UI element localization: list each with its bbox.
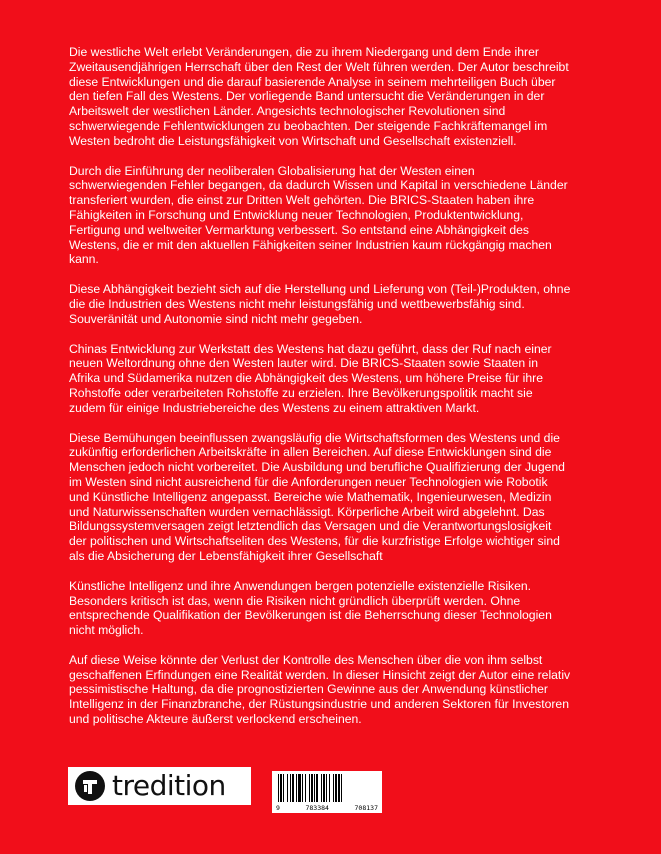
barcode-group-left: 783384 (305, 804, 329, 812)
isbn-barcode (272, 771, 382, 813)
barcode-digit-lead: 9 (276, 804, 280, 812)
barcode-bars (276, 774, 378, 802)
paragraph-7: Auf diese Weise könnte der Verlust der Kontrolle des Menschen über die von ihm selbst geschaffenen Erfindungen eine Realität werden. In dieser Hinsicht zeigt der Autor eine relativ pessimistische Haltung, da die prognostizierten Gewinne aus der Anwendung künstlicher Intelligenz in der Finanzbranche, der Rüstungsindustrie und anderen Sektoren für Investoren und politische Akteure äußerst verlockend erscheinen. (69, 652, 571, 727)
barcode-digits (272, 804, 382, 812)
publisher-name: tredition (112, 769, 226, 802)
paragraph-6: Künstliche Intelligenz und ihre Anwendungen bergen potenzielle existenzielle Risiken. Besonders kritisch ist das, wenn die Risiken nicht gründlich überprüft werden. Ohne entsprechende Qualifikation der Bevölkerungen ist die Beherrschung dieser Technologien nicht möglich. (69, 578, 552, 638)
publisher-logo (68, 767, 251, 805)
paragraph-3: Diese Abhängigkeit bezieht sich auf die Herstellung und Lieferung von (Teil-)Produkten, ohne die die Industrien des Westens nicht mehr leistungsfähig und wettbewerbsfähig sind. Souveränität und Autonomie sind nicht mehr gegeben. (69, 282, 571, 326)
paragraph-5: Diese Bemühungen beeinflussen zwangsläufig die Wirtschaftsformen des Westens und die zukünftig erforderlichen Arbeitskräfte in allen Bereichen. Auf diese Entwicklungen sind die Menschen jedoch nicht vorbereitet. Die Ausbildung und berufliche Qualifizierung der Jugend im Westen sind nicht ausreichend für die Anforderungen neuer Technologien wie Robotik und Künstliche Intelligenz angepasst. Bereiche wie Mathematik, Ingenieurwesen, Medizin und Naturwissenschaften wurden vernachlässigt. Körperliche Arbeit wird abgelehnt. Das Bildungssystemversagen zeigt letztendlich das Versagen und die Verantwortungslosigkeit der politischen und Wirtschaftseliten des Westens, für die kurzfristige Erfolge wichtiger sind als die Absicherung der Lebensfähigkeit ihrer Gesellschaft (69, 430, 565, 563)
paragraph-4: Chinas Entwicklung zur Werkstatt des Westens hat dazu geführt, dass der Ruf nach einer neuen Weltordnung ohne den Westen lauter wird. Die BRICS-Staaten sowie Staaten in Afrika und Südamerika nutzen die Abhängigkeit des Westens, um höhere Preise für ihre Rohstoffe oder verarbeiteten Rohstoffe zu erzielen. Ihre Bevölkerungspolitik macht sie zudem für einige Industriebereiche des Westens zu einem attraktiven Markt. (69, 341, 552, 415)
blurb-text (69, 45, 571, 742)
paragraph-2: Durch die Einführung der neoliberalen Globalisierung hat der Westen einen schwerwiegenden Fehler begangen, da dadurch Wissen und Kapital in verschiedene Länder transferiert wurden, die einst zur Dritten Welt gehörten. Die BRICS-Staaten haben ihre Fähigkeiten in Forschung und Entwicklung neuer Technologien, Produktentwicklung, Fertigung und weltweiter Vermarktung verbessert. So entstand eine Abhängigkeit des Westens, die er mit den aktuellen Fähigkeiten seiner Industrien kaum rückgängig machen kann. (69, 163, 568, 267)
tredition-logo-icon (75, 771, 105, 801)
barcode-group-right: 708137 (354, 804, 378, 812)
paragraph-1: Die westliche Welt erlebt Veränderungen, die zu ihrem Niedergang und dem Ende ihrer Zweitausendjährigen Herrschaft über den Rest der Welt führen werden. Der Autor beschreibt diese Entwicklungen und die darauf basierende Analyse in seinem mehrteiligen Buch über den tiefen Fall des Westens. Der vorliegende Band untersucht die Veränderungen in der Arbeitswelt der westlichen Länder. Angesichts technologischer Revolutionen sind schwerwiegende Fehlentwicklungen zu beobachten. Der steigende Fachkräftemangel im Westen bedroht die Leistungsfähigkeit von Wirtschaft und Gesellschaft existenziell. (69, 45, 569, 148)
